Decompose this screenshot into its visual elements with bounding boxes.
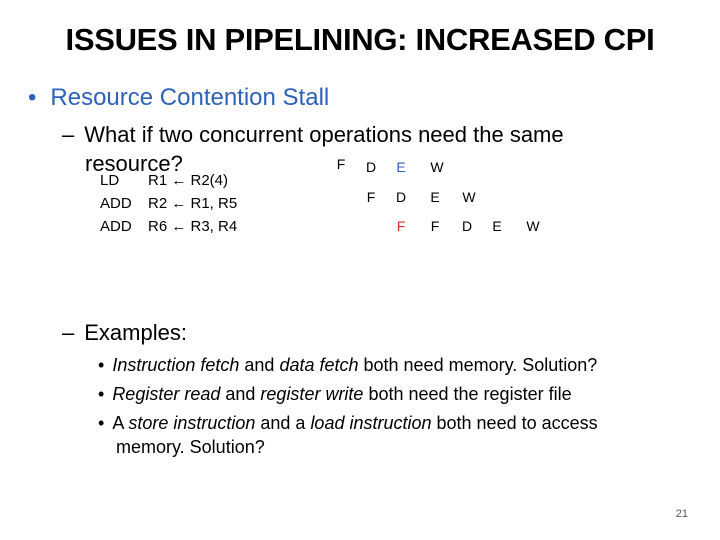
code-line-3 — [100, 218, 237, 235]
em-term: store instruction — [128, 413, 256, 433]
question-line-1 — [62, 122, 564, 148]
question-text: What if two concurrent operations need the same — [84, 122, 564, 147]
example-text: both need the register file — [363, 384, 572, 404]
example-item-3 — [98, 413, 598, 434]
example-item-2 — [98, 384, 572, 405]
example-item-3-continuation: memory. Solution? — [116, 437, 265, 457]
code-line-2 — [100, 195, 237, 212]
code-op: ADD — [100, 218, 132, 235]
question-line-2: resource? — [85, 151, 183, 176]
pipe-r3-f: F — [396, 218, 406, 234]
example-text: and — [220, 384, 261, 404]
code-op: LD — [100, 172, 120, 189]
pipe-r3-w: W — [526, 218, 540, 234]
bullet-text: Resource Contention Stall — [50, 84, 330, 111]
examples-label: Examples: — [84, 320, 187, 345]
code-op: ADD — [100, 195, 132, 212]
bullet-dot: • — [98, 413, 105, 433]
pipe-r2-e: E — [430, 189, 440, 205]
code-args: R2 ← R1, R5 — [148, 195, 238, 212]
pipe-r2-f: F — [366, 189, 376, 205]
pipe-r1-d: D — [365, 159, 377, 175]
example-text: both need memory. Solution? — [358, 355, 598, 375]
pipe-r3-f-stall: F — [430, 218, 440, 234]
code-args: R6 ← R3, R4 — [148, 218, 238, 235]
pipe-r3-e: E — [492, 218, 502, 234]
pipe-r1-f: F — [336, 156, 346, 172]
bullet-dot: • — [98, 384, 105, 404]
em-term: data fetch — [279, 355, 359, 375]
pipe-r2-d: D — [395, 189, 407, 205]
em-term: Register read — [112, 384, 221, 404]
examples-heading — [62, 320, 187, 346]
bullet-dot: • — [28, 84, 37, 111]
example-text: A — [112, 413, 129, 433]
pipe-r1-e: E — [396, 159, 406, 175]
bullet-dot: • — [98, 355, 105, 375]
dash-marker: – — [62, 122, 75, 147]
example-text: and — [239, 355, 280, 375]
page-number: 21 — [675, 508, 688, 520]
pipe-r3-d: D — [461, 218, 473, 234]
em-term: Instruction fetch — [112, 355, 240, 375]
bullet-resource-contention — [28, 84, 329, 112]
example-text: and a — [255, 413, 311, 433]
code-line-1 — [100, 172, 228, 189]
em-term: register write — [260, 384, 364, 404]
pipe-r2-w: W — [462, 189, 476, 205]
slide-title: ISSUES IN PIPELINING: INCREASED CPI — [65, 22, 655, 57]
pipe-r1-w: W — [430, 159, 444, 175]
code-args: R1 ← R2(4) — [148, 172, 229, 189]
example-text: both need to access — [431, 413, 598, 433]
dash-marker: – — [62, 320, 75, 345]
example-item-1 — [98, 355, 597, 376]
em-term: load instruction — [310, 413, 432, 433]
